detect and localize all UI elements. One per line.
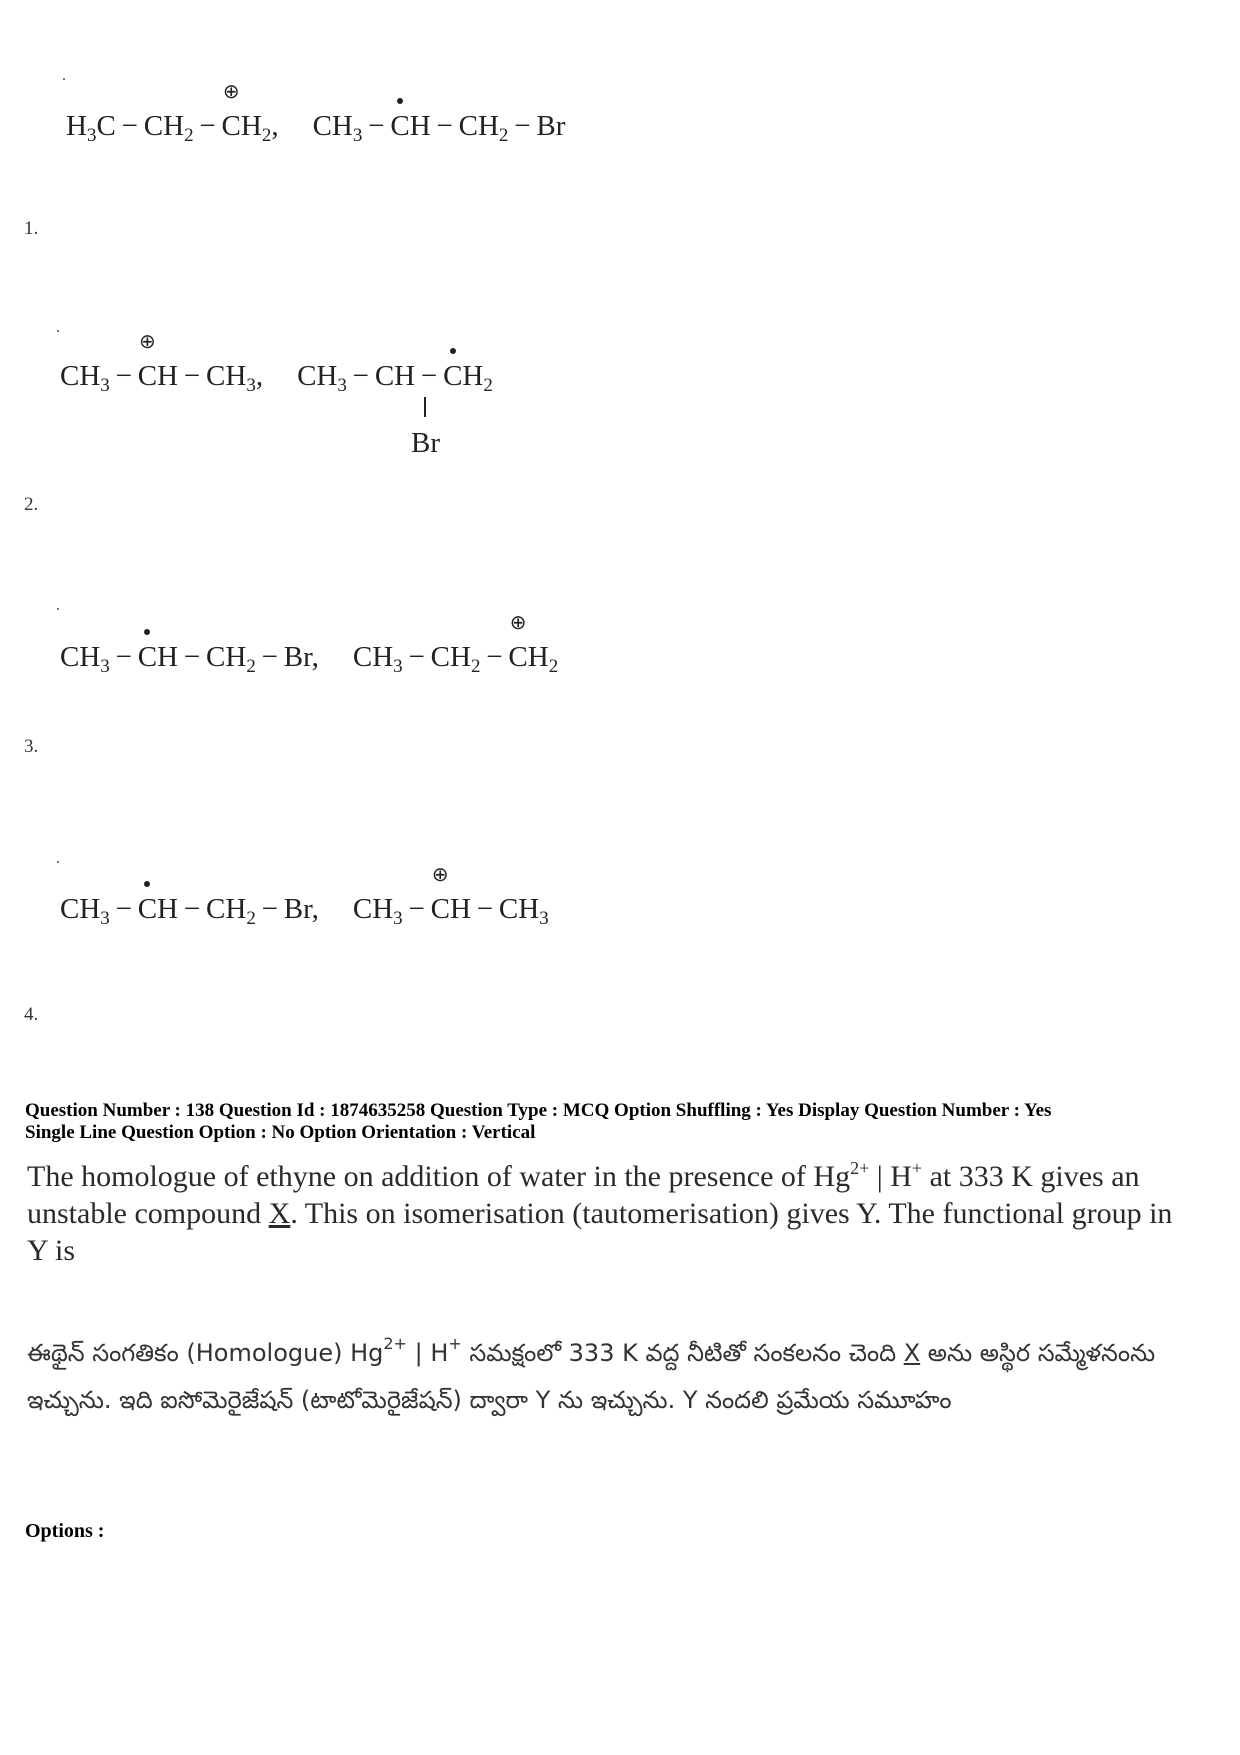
scan-speck xyxy=(57,861,59,863)
formula-text: − CH xyxy=(402,641,471,673)
option-2-right-species xyxy=(297,360,493,396)
subscript: 3 xyxy=(393,656,403,677)
subscript: 3 xyxy=(100,908,110,929)
option-3-structures xyxy=(60,612,559,677)
question-text-telugu xyxy=(27,1330,1177,1424)
formula-text: H − CH xyxy=(157,360,247,392)
subscript: 2 xyxy=(246,908,256,929)
subscript: 3 xyxy=(100,656,110,677)
option-4-structures xyxy=(60,864,549,929)
carbocation-carbon xyxy=(508,612,528,673)
subscript: 3 xyxy=(86,125,97,146)
formula-text: − xyxy=(109,893,138,925)
subscript: 2 xyxy=(261,125,272,146)
subscript: 3 xyxy=(337,375,347,396)
formula-text: CH xyxy=(352,893,394,925)
question-text-part: at 333 K gives an unstable compound xyxy=(27,1160,1140,1230)
radical-carbon xyxy=(390,112,409,141)
subscript: 2 xyxy=(498,125,509,146)
radical-dot-icon xyxy=(144,881,150,887)
question-text-part: . This on isomerisation (tautomerisation) gives Y. The functional group in Y is xyxy=(27,1197,1173,1267)
formula-text: H − CH xyxy=(409,110,499,142)
carbocation-carbon xyxy=(137,331,158,392)
question-text-part: అను అస్థిర సమ్మేళనంను ఇచ్చును. ఇది ఐసోమెరైజేషన్ (టాటోమెరైజేషన్) ద్వారా Y ను ఇచ్చును. Y నందలి ప్రమేయ సమూహం xyxy=(27,1339,1156,1414)
subscript: 3 xyxy=(100,375,110,396)
formula-text: − xyxy=(362,110,391,142)
formula-text: C − CH xyxy=(96,110,185,142)
formula-text: − CH − xyxy=(346,360,444,392)
proton-charge: + xyxy=(911,1158,923,1178)
formula-text: H xyxy=(66,110,87,142)
option-2-number: 2. xyxy=(24,494,39,515)
scan-speck xyxy=(57,608,59,610)
subscript: 2 xyxy=(470,656,481,677)
subscript: 3 xyxy=(246,375,256,396)
mercury-charge: 2+ xyxy=(383,1334,407,1353)
question-text-part: The homologue of ethyne on addition of water in the presence of Hg xyxy=(27,1160,851,1193)
subscript: 2 xyxy=(246,656,256,677)
radical-carbon xyxy=(138,895,157,924)
atom-symbol: C xyxy=(137,893,158,925)
compound-x: X xyxy=(903,1339,921,1367)
option-2-structures xyxy=(60,331,493,396)
radical-dot-icon xyxy=(397,98,403,104)
formula-text: , xyxy=(271,110,279,142)
question-text-part: సమక్షంలో 333 K వద్ద నీటితో సంకలనం చెంది xyxy=(461,1339,904,1367)
formula-text: CH xyxy=(60,360,101,392)
formula-text: H xyxy=(462,360,484,392)
options-label: Options : xyxy=(25,1520,105,1542)
option-3-right-species xyxy=(352,612,559,677)
formula-text: CH xyxy=(312,110,353,142)
atom-symbol: C xyxy=(221,110,241,142)
proton-charge: + xyxy=(448,1334,462,1353)
formula-text: H − CH xyxy=(449,893,540,925)
scan-speck xyxy=(57,330,59,332)
formula-text: − Br xyxy=(508,110,566,142)
option-2-left-species xyxy=(60,331,264,396)
formula-text: CH xyxy=(60,893,101,925)
option-1-structures xyxy=(66,81,566,146)
question-text-english xyxy=(27,1158,1177,1269)
option-3-number: 3. xyxy=(24,736,39,757)
subscript: 2 xyxy=(483,375,493,396)
option-1-number: 1. xyxy=(24,218,39,239)
atom-symbol: C xyxy=(430,893,450,925)
subscript: 3 xyxy=(393,908,403,929)
option-1-left-species xyxy=(66,81,279,146)
option-2-bond-line xyxy=(424,397,426,417)
positive-charge-icon: ⊕ xyxy=(139,331,156,353)
formula-text: , xyxy=(255,360,264,392)
positive-charge-icon: ⊕ xyxy=(222,81,240,103)
option-4-left-species xyxy=(60,893,319,929)
question-text-part: ఈథైన్ సంగతికం (Homologue) Hg xyxy=(27,1339,384,1367)
radical-dot-icon xyxy=(450,348,456,354)
compound-x: X xyxy=(268,1197,291,1230)
formula-text: − xyxy=(480,641,509,673)
subscript: 3 xyxy=(539,908,549,929)
carbocation-carbon xyxy=(221,81,241,142)
formula-text: CH xyxy=(352,641,394,673)
atom-symbol: C xyxy=(137,641,158,673)
atom-symbol: C xyxy=(137,360,158,392)
question-text-part: | H xyxy=(406,1339,449,1367)
formula-text: H xyxy=(240,110,262,142)
atom-symbol: C xyxy=(443,360,463,392)
atom-symbol: C xyxy=(390,110,410,142)
formula-text: − xyxy=(109,641,138,673)
option-4-number: 4. xyxy=(24,1004,39,1025)
formula-text: CH xyxy=(297,360,338,392)
mercury-charge: 2+ xyxy=(850,1158,870,1178)
positive-charge-icon: ⊕ xyxy=(509,612,527,634)
scan-speck xyxy=(63,78,65,80)
subscript: 2 xyxy=(184,125,194,146)
question-meta xyxy=(25,1100,1225,1144)
option-1-right-species xyxy=(312,110,566,146)
positive-charge-icon: ⊕ xyxy=(431,864,449,886)
formula-text: H − CH xyxy=(157,893,247,925)
radical-carbon xyxy=(443,362,462,391)
formula-text: − xyxy=(193,110,222,142)
option-3-left-species xyxy=(60,641,319,677)
formula-text: − xyxy=(109,360,138,392)
subscript: 2 xyxy=(548,656,559,677)
formula-text: − Br, xyxy=(255,893,319,925)
formula-text: CH xyxy=(60,641,101,673)
atom-symbol: C xyxy=(508,641,528,673)
formula-text: H xyxy=(527,641,549,673)
radical-dot-icon xyxy=(144,629,150,635)
option-4-right-species xyxy=(352,864,549,929)
formula-text: − xyxy=(402,893,431,925)
formula-text: H − CH xyxy=(157,641,247,673)
radical-carbon xyxy=(138,643,157,672)
question-meta-line-1: Question Number : 138 Question Id : 1874635258 Question Type : MCQ Option Shuffling : Yes Display Question Number : Yes xyxy=(25,1100,1052,1121)
question-text-part: | H xyxy=(869,1160,912,1193)
carbocation-carbon xyxy=(430,864,450,925)
subscript: 3 xyxy=(352,125,363,146)
option-2-substituent: Br xyxy=(411,427,440,459)
formula-text: − Br, xyxy=(255,641,319,673)
question-meta-line-2: Single Line Question Option : No Option Orientation : Vertical xyxy=(25,1122,536,1143)
